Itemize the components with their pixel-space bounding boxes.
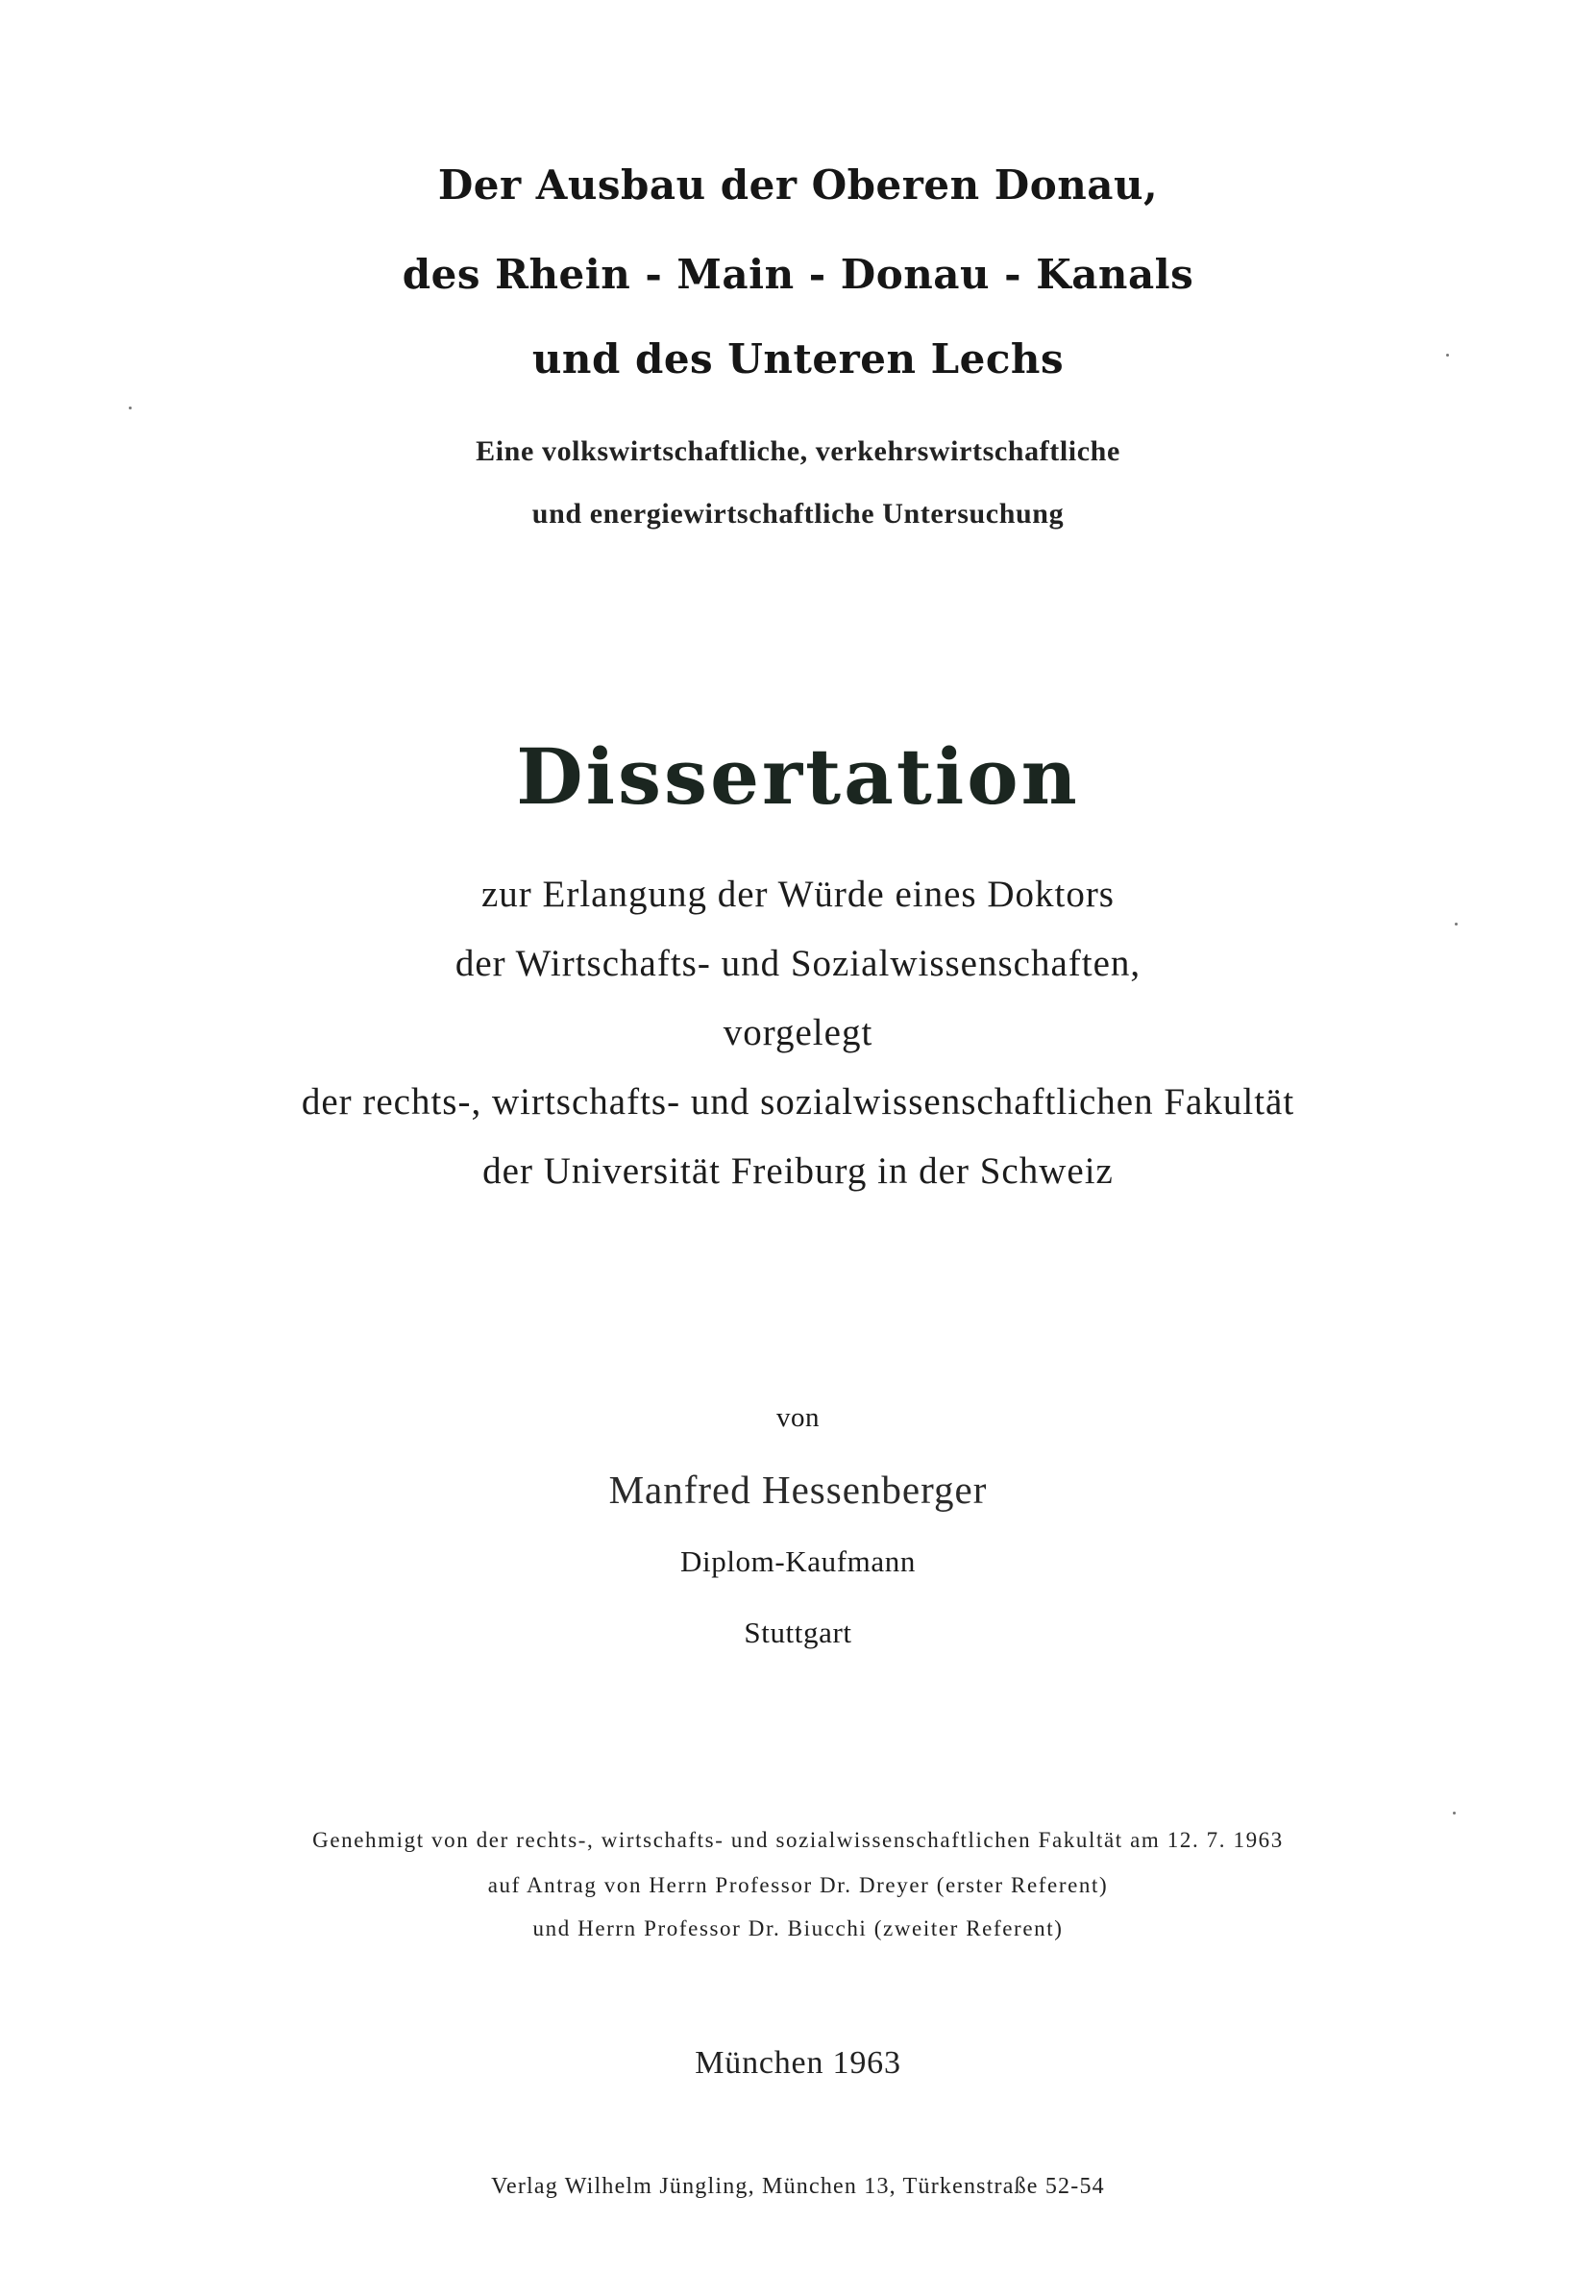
paper-speck — [1455, 923, 1458, 926]
dissertation-line-1: zur Erlangung der Würde eines Doktors — [480, 874, 1115, 915]
subtitle-line-2: und energiewirtschaftliche Untersuchung — [531, 498, 1065, 530]
dissertation-line-2: der Wirtschafts- und Sozialwissenschaften, — [454, 943, 1142, 984]
dissertation-heading: Dissertation — [516, 731, 1080, 822]
von-label: von — [776, 1402, 820, 1433]
paper-speck — [1446, 354, 1449, 357]
author-city: Stuttgart — [744, 1616, 852, 1649]
title-line-2: des Rhein - Main - Donau - Kanals — [402, 251, 1194, 298]
approval-line-1: Genehmigt von der rechts-, wirtschafts- und sozialwissenschaftlichen Fakultät am 12. 7. 1963 — [312, 1828, 1284, 1852]
title-line-3: und des Unteren Lechs — [531, 335, 1065, 383]
approval-line-3: und Herrn Professor Dr. Biucchi (zweiter Referent) — [532, 1916, 1064, 1940]
dissertation-line-4: der rechts-, wirtschafts- und sozialwissenschaftlichen Fakultät — [301, 1081, 1295, 1123]
dissertation-line-5: der Universität Freiburg in der Schweiz — [482, 1150, 1114, 1192]
title-line-1: Der Ausbau der Oberen Donau, — [437, 161, 1159, 209]
author-degree: Diplom-Kaufmann — [680, 1544, 916, 1578]
publisher-line: Verlag Wilhelm Jüngling, München 13, Türkenstraße 52-54 — [491, 2174, 1105, 2199]
approval-line-2: auf Antrag von Herrn Professor Dr. Dreyer (erster Referent) — [487, 1873, 1109, 1897]
place-year: München 1963 — [695, 2045, 901, 2081]
subtitle-line-1: Eine volkswirtschaftliche, verkehrswirtschaftliche — [476, 435, 1120, 467]
dissertation-line-3: vorgelegt — [723, 1012, 873, 1053]
paper-speck — [129, 407, 132, 409]
author-name: Manfred Hessenberger — [608, 1468, 988, 1512]
paper-speck — [1453, 1812, 1456, 1815]
